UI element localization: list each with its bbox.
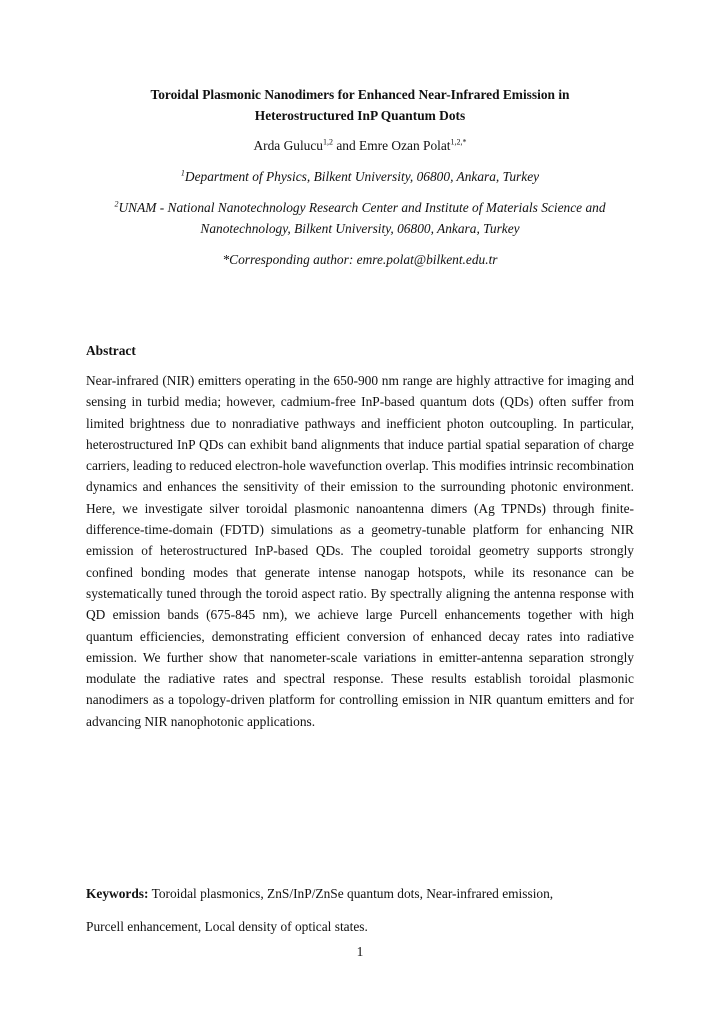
affiliation-text: UNAM - National Nanotechnology Research Center and Institute of Materials Science and: [118, 200, 606, 215]
affiliation-mark: 1: [180, 168, 185, 178]
affiliation-text: Department of Physics, Bilkent University, 06800, Ankara, Turkey: [184, 169, 540, 184]
affiliation-1: [60, 166, 660, 187]
author-affiliation-mark: 1,2,*: [450, 137, 467, 147]
abstract-heading: Abstract: [86, 343, 136, 358]
keywords-list: Toroidal plasmonics, ZnS/InP/ZnSe quantum dots, Near-infrared emission,: [148, 886, 554, 901]
corresponding-author: *Corresponding author: emre.polat@bilkent.edu.tr: [222, 252, 498, 267]
affiliation-text: Nanotechnology, Bilkent University, 06800, Ankara, Turkey: [200, 221, 520, 236]
paper-title: [60, 84, 660, 126]
abstract-text: Near-infrared (NIR) emitters operating in the 650-900 nm range are highly attractive for imaging and sensing in turbid media; however, cadmium-free InP-based quantum dots (QDs) often suffer from limited brightness due to nonradiative pathways and inefficient photon outcoupling. In particular, heterostructured InP QDs can exhibit band alignments that induce partial spatial separation of charge carriers, leading to reduced electron-hole wavefunction overlap. This modifies intrinsic recombination dynamics and enhances the sensitivity of their emission to the surrounding photonic environment. Here, we investigate silver toroidal plasmonic nanoantenna dimers (Ag TPNDs) through finite-difference-time-domain (FDTD) simulations as a geometry-tunable platform for enhancing NIR emission of heterostructured InP-based QDs. The coupled toroidal geometry supports strongly confined bonding modes that generate intense nanogap hotspots, while its resonance can be systematically tuned through the toroid aspect ratio. By spectrally aligning the antenna response with QD emission bands (675-845 nm), we achieve large Purcell enhancements together with high quantum efficiencies, demonstrating efficient conversion of enhanced decay rates into radiative emission. We further show that nanometer-scale variations in emitter-antenna separation strongly modulate the radiative rates and spectral response. These results establish toroidal plasmonic nanodimers as a topology-driven platform for controlling emission in NIR quantum emitters and for advancing NIR nanophotonic applications.: [86, 373, 634, 729]
author-name: Emre Ozan Polat: [359, 138, 451, 153]
affiliation-2: [60, 197, 660, 239]
author-list: [60, 136, 660, 156]
author-connector: and: [333, 138, 360, 153]
affiliation-mark: 2: [114, 199, 119, 209]
page-number: 1: [356, 944, 364, 959]
title-line-1: Toroidal Plasmonic Nanodimers for Enhanced Near-Infrared Emission in: [150, 87, 570, 102]
author-name: Arda Gulucu: [253, 138, 324, 153]
author-affiliation-mark: 1,2: [323, 137, 334, 147]
title-line-2: Heterostructured InP Quantum Dots: [254, 108, 466, 123]
keywords: [86, 877, 646, 943]
keywords-label: Keywords:: [86, 886, 149, 901]
keywords-list: Purcell enhancement, Local density of optical states.: [86, 919, 368, 934]
